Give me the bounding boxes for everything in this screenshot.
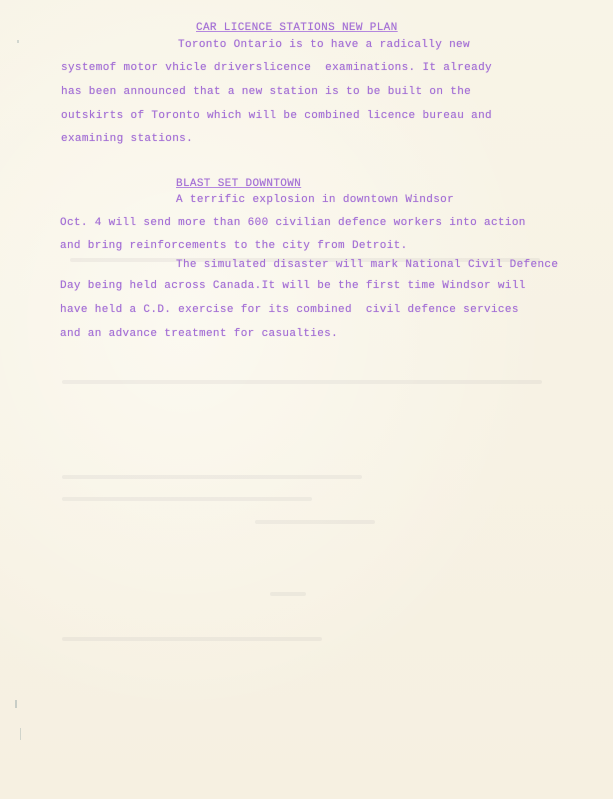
headline-car-licence: CAR LICENCE STATIONS NEW PLAN	[196, 22, 398, 34]
binder-mark-2	[15, 700, 17, 708]
body-line: systemof motor vhicle driverslicence examinations. It already	[61, 62, 492, 74]
binder-mark-3	[20, 728, 21, 740]
show-through-7	[62, 637, 322, 641]
body-line: Toronto Ontario is to have a radically new	[178, 39, 470, 51]
binder-mark-1	[17, 40, 19, 43]
headline-blast-set: BLAST SET DOWNTOWN	[176, 178, 302, 190]
show-through-5	[255, 520, 375, 524]
show-through-2	[62, 380, 542, 384]
body-line: and an advance treatment for casualties.	[60, 328, 339, 340]
body-line: examining stations.	[61, 133, 194, 145]
body-line: The simulated disaster will mark National Civil Defence	[176, 259, 559, 271]
body-line: and bring reinforcements to the city from Detroit.	[60, 240, 408, 252]
body-line: A terrific explosion in downtown Windsor	[176, 194, 455, 206]
body-line: has been announced that a new station is to be built on the	[61, 86, 472, 98]
show-through-3	[62, 475, 362, 479]
body-line: Day being held across Canada.It will be the first time Windsor will	[60, 280, 526, 292]
body-line: Oct. 4 will send more than 600 civilian defence workers into action	[60, 217, 526, 229]
body-line: outskirts of Toronto which will be combined licence bureau and	[61, 110, 492, 122]
show-through-4	[62, 497, 312, 501]
body-line: have held a C.D. exercise for its combined civil defence services	[60, 304, 519, 316]
show-through-6	[270, 592, 306, 596]
